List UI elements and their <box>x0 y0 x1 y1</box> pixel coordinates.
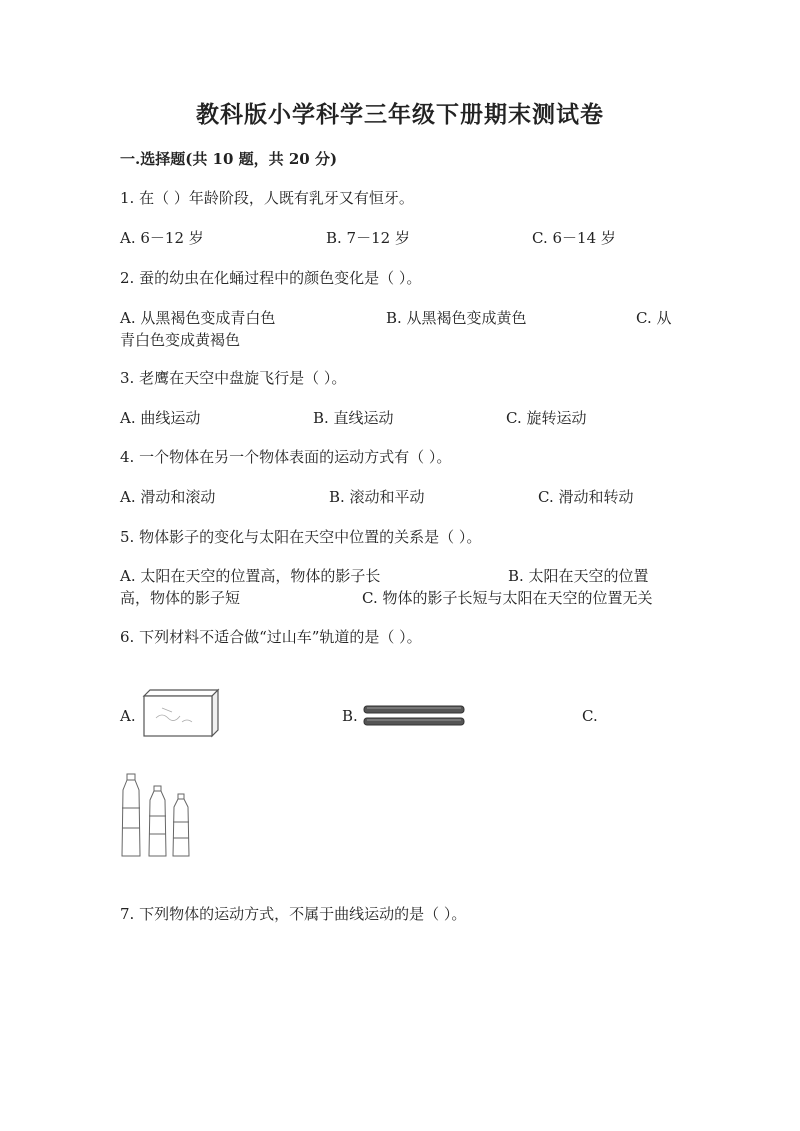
question-stem: 3. 老鹰在天空中盘旋飞行是（ ）。 <box>120 369 347 387</box>
option-c: C. 物体的影子长短与太阳在天空的位置无关 <box>362 589 653 607</box>
section-heading: 一.选择题(共 10 题，共 20 分) <box>120 150 338 168</box>
question-stem: 4. 一个物体在另一个物体表面的运动方式有（ ）。 <box>120 448 452 466</box>
option-b: B. 滚动和平动 <box>329 488 425 506</box>
pipe-track-icon <box>362 704 468 728</box>
question-stem: 1. 在（ ）年龄阶段，人既有乳牙又有恒牙。 <box>120 189 414 207</box>
option-b: B. 7－12 岁 <box>326 229 410 247</box>
page-title: 教科版小学科学三年级下册期末测试卷 <box>196 101 604 128</box>
foam-board-icon <box>142 688 220 738</box>
question-stem: 5. 物体影子的变化与太阳在天空中位置的关系是（ ）。 <box>120 528 482 546</box>
option-c: C. 旋转运动 <box>506 409 587 427</box>
option-a: A. 曲线运动 <box>120 409 201 427</box>
option-a: A. 太阳在天空的位置高，物体的影子长 <box>120 567 381 585</box>
option-c-continued: 青白色变成黄褐色 <box>120 331 241 349</box>
option-c: C. <box>582 707 598 725</box>
option-a: A. <box>120 707 136 725</box>
question-stem: 2. 蚕的幼虫在化蛹过程中的颜色变化是（ ）。 <box>120 269 422 287</box>
option-c: C. 从 <box>636 309 672 327</box>
plastic-bottles-icon <box>118 772 194 858</box>
option-a: A. 6－12 岁 <box>120 229 204 247</box>
option-b: B. 从黑褐色变成黄色 <box>386 309 527 327</box>
option-b-continued: 高，物体的影子短 <box>120 589 241 607</box>
option-b: B. <box>342 707 358 725</box>
option-b: B. 太阳在天空的位置 <box>508 567 649 585</box>
option-c: C. 滑动和转动 <box>538 488 634 506</box>
question-stem: 7. 下列物体的运动方式，不属于曲线运动的是（ ）。 <box>120 905 467 923</box>
option-a: A. 从黑褐色变成青白色 <box>120 309 276 327</box>
question-stem: 6. 下列材料不适合做“过山车”轨道的是（ ）。 <box>120 628 422 646</box>
option-b: B. 直线运动 <box>313 409 394 427</box>
option-a: A. 滑动和滚动 <box>120 488 216 506</box>
option-c: C. 6－14 岁 <box>532 229 616 247</box>
